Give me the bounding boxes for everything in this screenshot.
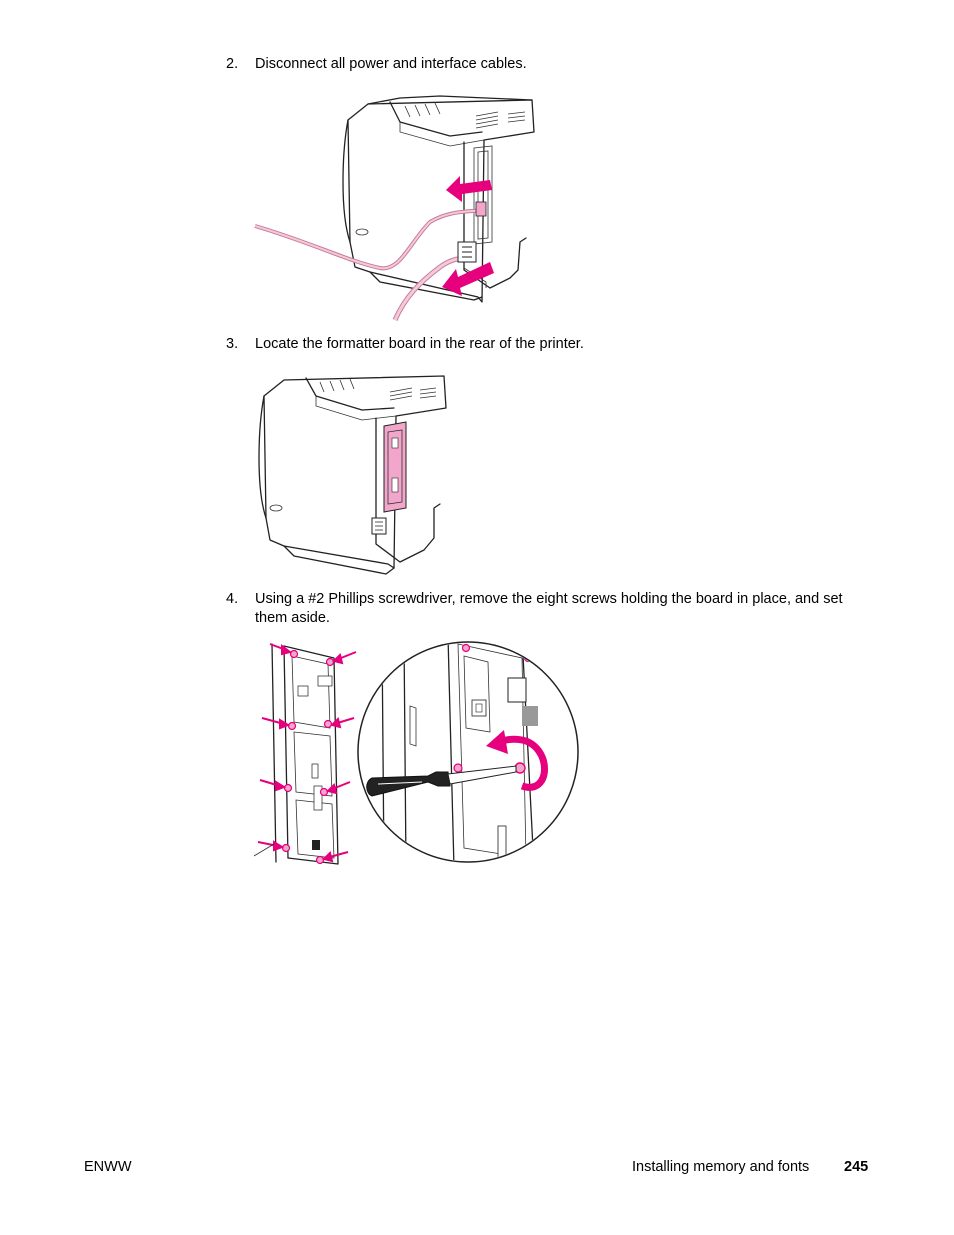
formatter-board-location-illustration [254,368,454,580]
step-number: 3. [226,336,239,352]
step-number: 4. [226,591,239,607]
remove-screws-illustration [252,636,582,868]
step-text: Using a #2 Phillips screwdriver, remove the eight screws holding the board in place, and set them aside. [255,591,843,626]
disconnect-cables-illustration [250,92,540,324]
step-text: Locate the formatter board in the rear of the printer. [255,336,584,352]
page-number: 245 [844,1159,869,1175]
step-text: Disconnect all power and interface cables. [255,56,527,72]
footer-left: ENWW [84,1159,132,1175]
step-number: 2. [226,56,239,72]
footer-section-title: Installing memory and fonts [632,1159,810,1175]
